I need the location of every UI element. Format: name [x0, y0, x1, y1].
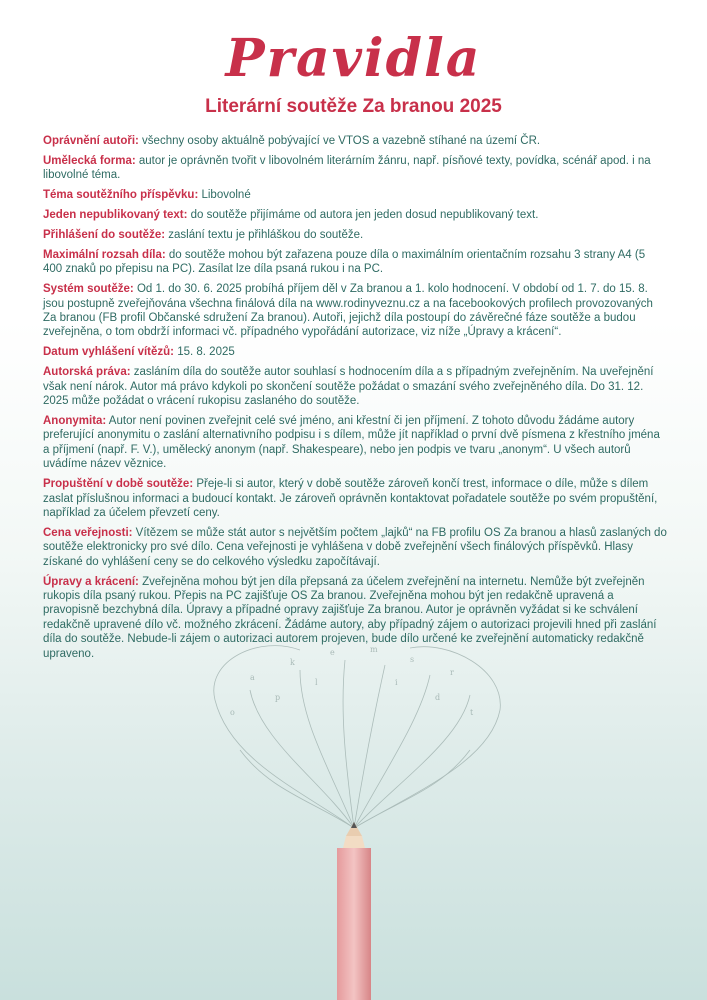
- rule-text: všechny osoby aktuálně pobývající ve VTOS a vazebně stíhané na území ČR.: [138, 135, 541, 147]
- rule-label: Maximální rozsah díla:: [43, 248, 166, 261]
- svg-text:s: s: [410, 655, 415, 664]
- svg-text:k: k: [290, 658, 295, 667]
- svg-text:m: m: [370, 645, 378, 654]
- rule-text: 15. 8. 2025: [174, 346, 235, 359]
- rule-text: do soutěže přijímáme od autora jen jeden dosud nepublikovaný text.: [187, 209, 539, 222]
- rule-text: Vítězem se může stát autor s největším počtem „lajků“ na FB profilu OS Za branou a hlasů zaslaných do soutěže elektronicky pro své dílo. Cena veřejnosti je vyhlášena v době zveřejnění všech finálových příspěvků. Hlasy získané do vyhlášení ceny se do celkového výsledku započítávají.: [43, 526, 667, 568]
- rule-item: [43, 188, 667, 202]
- rule-label: Cena veřejnosti:: [43, 526, 133, 539]
- rule-label: Umělecká forma:: [43, 154, 136, 167]
- rule-item: [43, 282, 667, 340]
- rule-text: Od 1. do 30. 6. 2025 probíhá příjem děl v Za branou a 1. kolo hodnocení. V období od 1. 7. do 15. 8. jsou postupně zveřejňována všechna finálová díla na www.rodinyveznu.cz a na facebookových profilech provozovaných Za branou (FB profil Občanské sdružení Za branou). Autoři, jejichž díla postoupí do závěrečné fáze soutěže a budou zveřejněna, o tom obdrží informaci vč. případného vypořádání autorizace, viz níže „Úpravy a krácení“.: [43, 283, 653, 339]
- rule-label: Propuštění v době soutěže:: [43, 478, 194, 491]
- page-subtitle: Literární soutěže Za branou 2025: [205, 96, 502, 117]
- rule-label: Oprávnění autoři:: [43, 135, 139, 147]
- rule-label: Přihlášení do soutěže:: [43, 229, 166, 242]
- rule-item: [43, 526, 667, 569]
- rule-item: [43, 414, 667, 472]
- rule-label: Úpravy a krácení:: [43, 575, 139, 588]
- pencil-illustration: [0, 640, 707, 1000]
- rule-item: [43, 208, 667, 222]
- rule-item: [43, 477, 667, 520]
- rule-item: [43, 248, 667, 277]
- rule-text: zasláním díla do soutěže autor souhlasí s hodnocením díla a s případným zveřejněním. Na uveřejnění však není nárok. Autor má právo kdykoli po skončení soutěže požádat o smazání svého zveřejněného díla. Do 31. 12. 2025 může požádat o vrácení rukopisu zaslaného do soutěže.: [43, 366, 654, 408]
- rule-label: Datum vyhlášení vítězů:: [43, 346, 175, 359]
- rule-text: Libovolné: [198, 189, 251, 202]
- rule-label: Jeden nepublikovaný text:: [43, 209, 188, 222]
- rule-item: [43, 134, 667, 148]
- rule-text: autor je oprávněn tvořit v libovolném literárním žánru, např. písňové texty, povídka, scénář apod. i na libovolné téma.: [43, 154, 651, 182]
- rule-text: Autor není povinen zveřejnit celé své jméno, ani křestní či jen příjmení. Z tohoto důvodu žádáme autory preferující anonymitu o zaslání alternativního podpisu i s dílem, může jít například o první dvě písmena z křestního jména a příjmení (např. F. V.), umělecký anonym (např. Shakespeare), nebo jen podpis ve tvaru „anonym“. U všech autorů uvádíme název věznice.: [43, 415, 660, 471]
- rule-label: Téma soutěžního příspěvku:: [43, 189, 199, 202]
- rule-item: [43, 228, 667, 242]
- svg-text:i: i: [395, 678, 398, 687]
- svg-text:d: d: [435, 693, 441, 702]
- rule-item: [43, 365, 667, 408]
- rule-text: Přeje-li si autor, který v době soutěže zároveň končí trest, informace o díle, může s dílem zaslat příslušnou informaci a budoucí kontakt. Je zároveň oprávněn kontaktovat pořadatele soutěže po svém propuštění, například za účelem převzetí ceny.: [43, 478, 658, 519]
- letter-swirl-icon: [214, 646, 501, 828]
- rule-text: do soutěže mohou být zařazena pouze díla o maximálním orientačním rozsahu 3 strany A4 (5 400 znaků po přepisu na PC). Zasílat lze díla psaná rukou i na PC.: [43, 248, 646, 276]
- rule-item: [43, 154, 667, 183]
- rule-label: Autorská práva:: [43, 366, 131, 379]
- svg-text:e: e: [330, 648, 335, 657]
- rule-text: Zveřejněna mohou být jen díla přepsaná za účelem zveřejnění na internetu. Nemůže být zveřejněn rukopis díla psaný rukou. Přepis na PC zajišťuje OS Za branou. Zveřejněna mohou být jen redakčně upravená a pravopisně bezchybná díla. Úpravy a případné opravy zajišťuje Za branou. Autor je oprávněn vyžádat si ke schválení redakčně upravené dílo vč. možného zkrácení. Žádáme autory, aby případný zájem o autorizaci projevili hned při zaslání díla do soutěže. Nebude-li zájem o autorizaci autorem projeven, bude dílo určené ke zveřejnění automaticky redakčně upraveno.: [43, 575, 657, 660]
- svg-text:p: p: [275, 693, 281, 702]
- svg-text:o: o: [230, 708, 235, 717]
- rule-label: Systém soutěže:: [43, 283, 134, 296]
- svg-text:t: t: [470, 708, 474, 717]
- svg-text:r: r: [450, 668, 454, 677]
- rules-list: [43, 134, 667, 667]
- rule-label: Anonymita:: [43, 415, 107, 427]
- rule-item: [43, 345, 667, 359]
- rule-text: zaslání textu je přihláškou do soutěže.: [165, 229, 364, 242]
- pencil-icon: [337, 822, 371, 1000]
- page-title: Pravidla: [225, 28, 482, 89]
- svg-text:l: l: [315, 678, 318, 687]
- svg-text:a: a: [250, 673, 255, 682]
